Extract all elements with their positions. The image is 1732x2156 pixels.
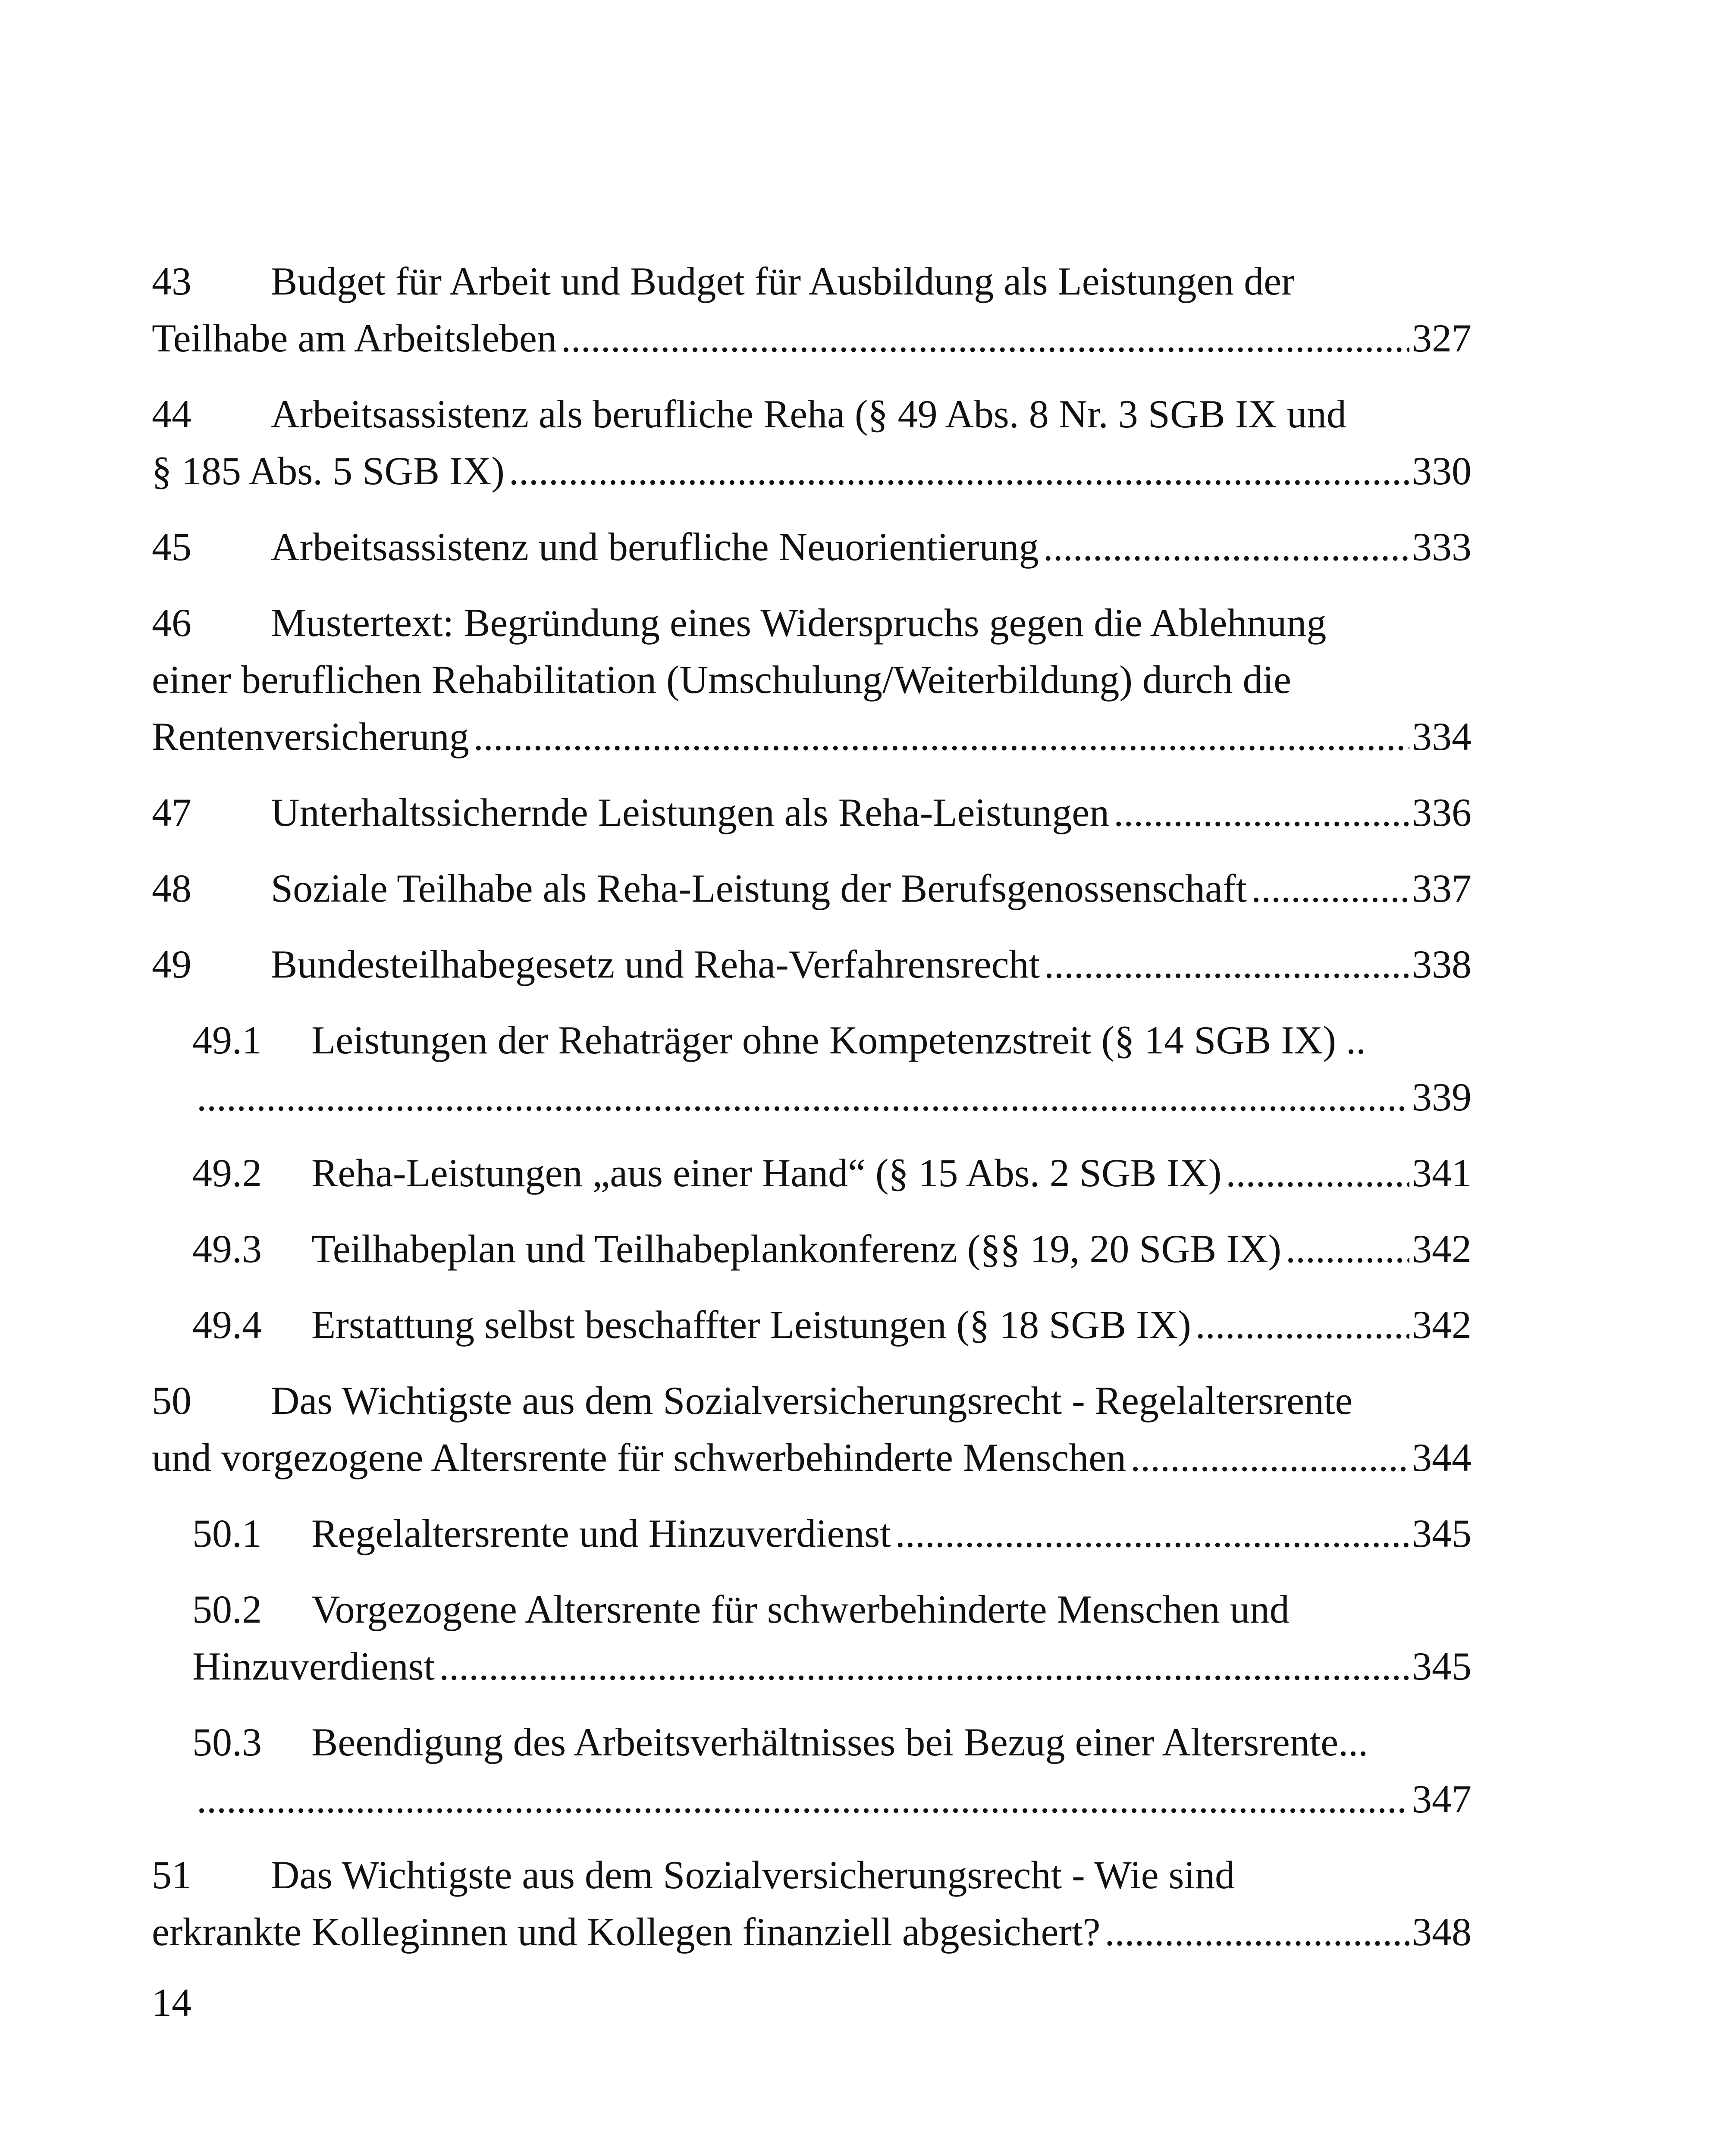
toc-entry-line xyxy=(192,1069,1472,1125)
toc-page-number: 342 xyxy=(1412,1303,1472,1347)
toc-entry-title: Teilhabe am Arbeitsleben xyxy=(152,316,557,360)
toc-entry-number: 51 xyxy=(152,1853,191,1897)
toc-page-number: 336 xyxy=(1412,790,1472,834)
toc-entry-line xyxy=(152,442,1472,499)
dot-leader xyxy=(474,708,1409,765)
toc-entry-number: 49.2 xyxy=(192,1151,262,1195)
toc-entry-title: Regelaltersrente und Hinzuverdienst xyxy=(311,1511,891,1555)
toc-entry-title: Teilhabeplan und Teilhabeplankonferenz (§§ 19, 20 SGB IX) xyxy=(311,1227,1282,1271)
toc-page-number: 345 xyxy=(1412,1644,1472,1688)
toc-entry-line xyxy=(192,1638,1472,1695)
dot-leader xyxy=(1114,784,1409,841)
toc-entry-line xyxy=(152,1429,1472,1486)
toc-entry-title: Leistungen der Rehaträger ohne Kompetenzstreit (§ 14 SGB IX) .. xyxy=(311,1018,1366,1062)
toc-entry-title: Arbeitsassistenz als berufliche Reha (§ 49 Abs. 8 Nr. 3 SGB IX und xyxy=(271,392,1346,436)
toc-entry-number: 49 xyxy=(152,942,191,986)
toc-entry-line xyxy=(192,1296,1472,1353)
toc-page-number: 333 xyxy=(1412,525,1472,569)
dot-leader xyxy=(1226,1144,1409,1201)
toc-entry-number: 43 xyxy=(152,259,191,303)
dot-leader xyxy=(1195,1296,1409,1353)
toc-entry[interactable] xyxy=(192,1220,1472,1277)
toc-entry-number: 49.1 xyxy=(192,1018,262,1062)
dot-leader xyxy=(895,1505,1409,1562)
toc-page-number: 327 xyxy=(1412,316,1472,360)
toc-entry-line xyxy=(192,1220,1472,1277)
toc-entry-title: Beendigung des Arbeitsverhältnisses bei Bezug einer Altersrente... xyxy=(311,1720,1368,1764)
toc-entry-number: 50.1 xyxy=(192,1511,262,1555)
toc-entry-line xyxy=(192,1144,1472,1201)
toc-entry-title: erkrankte Kolleginnen und Kollegen finanziell abgesichert? xyxy=(152,1910,1101,1954)
toc-entry[interactable] xyxy=(192,1714,1472,1827)
toc-entry-line xyxy=(152,784,1472,841)
dot-leader xyxy=(1130,1429,1409,1486)
toc-entry[interactable] xyxy=(152,860,1472,917)
toc-page-number: 330 xyxy=(1412,449,1472,493)
toc-entry-title: Das Wichtigste aus dem Sozialversicherungsrecht - Regelaltersrente xyxy=(271,1379,1353,1423)
dot-leader xyxy=(561,310,1409,367)
toc-page-number: 337 xyxy=(1412,866,1472,910)
toc-entry-line xyxy=(152,594,1472,651)
toc-entry[interactable] xyxy=(152,253,1472,367)
table-of-contents xyxy=(152,253,1472,1979)
toc-entry-number: 50 xyxy=(152,1379,191,1423)
toc-entry-line xyxy=(192,1012,1472,1069)
toc-entry[interactable] xyxy=(192,1505,1472,1562)
toc-entry-line xyxy=(152,253,1472,310)
dot-leader xyxy=(1043,518,1409,575)
page-number: 14 xyxy=(152,1981,191,2024)
toc-entry-line xyxy=(192,1714,1472,1771)
toc-entry-title: Bundesteilhabegesetz und Reha-Verfahrensrecht xyxy=(271,942,1040,986)
dot-leader xyxy=(1251,860,1409,917)
toc-entry[interactable] xyxy=(152,594,1472,765)
toc-page-number: 338 xyxy=(1412,942,1472,986)
toc-page-number: 339 xyxy=(1412,1075,1472,1119)
toc-entry-number: 46 xyxy=(152,601,191,645)
toc-entry-line xyxy=(152,1903,1472,1960)
toc-entry-line xyxy=(152,518,1472,575)
toc-entry-number: 44 xyxy=(152,392,191,436)
toc-entry[interactable] xyxy=(192,1296,1472,1353)
toc-entry-line xyxy=(192,1581,1472,1638)
toc-page-number: 341 xyxy=(1412,1151,1472,1195)
toc-entry-title: Erstattung selbst beschaffter Leistungen (§ 18 SGB IX) xyxy=(311,1303,1191,1347)
toc-entry-line xyxy=(192,1505,1472,1562)
toc-entry-title: einer beruflichen Rehabilitation (Umschulung/Weiterbildung) durch die xyxy=(152,658,1291,702)
toc-entry-title: Hinzuverdienst xyxy=(192,1644,435,1688)
toc-page-number: 334 xyxy=(1412,714,1472,758)
toc-entry-title: Reha-Leistungen „aus einer Hand“ (§ 15 Abs. 2 SGB IX) xyxy=(311,1151,1222,1195)
toc-entry-line xyxy=(152,936,1472,993)
toc-entry-line xyxy=(152,1372,1472,1429)
toc-entry[interactable] xyxy=(152,784,1472,841)
toc-entry-line xyxy=(152,651,1472,708)
toc-page-number: 345 xyxy=(1412,1511,1472,1555)
toc-entry-line xyxy=(152,310,1472,367)
toc-entry-number: 50.3 xyxy=(192,1720,262,1764)
toc-entry[interactable] xyxy=(192,1581,1472,1695)
toc-entry[interactable] xyxy=(192,1012,1472,1125)
dot-leader xyxy=(1286,1220,1409,1277)
dot-leader xyxy=(197,1771,1409,1827)
toc-entry[interactable] xyxy=(152,518,1472,575)
dot-leader xyxy=(197,1069,1409,1125)
toc-entry-number: 45 xyxy=(152,525,191,569)
toc-entry-number: 48 xyxy=(152,866,191,910)
toc-entry-number: 49.3 xyxy=(192,1227,262,1271)
toc-entry-title: § 185 Abs. 5 SGB IX) xyxy=(152,449,505,493)
toc-entry-line xyxy=(152,1846,1472,1903)
toc-entry-title: Unterhaltssichernde Leistungen als Reha-Leistungen xyxy=(271,790,1110,834)
toc-entry[interactable] xyxy=(152,1372,1472,1486)
dot-leader xyxy=(439,1638,1409,1695)
toc-entry-title: Soziale Teilhabe als Reha-Leistung der Berufsgenossenschaft xyxy=(271,866,1247,910)
toc-entry-line xyxy=(152,860,1472,917)
toc-entry[interactable] xyxy=(192,1144,1472,1201)
toc-entry-line xyxy=(152,708,1472,765)
toc-page-number: 348 xyxy=(1412,1910,1472,1954)
toc-entry[interactable] xyxy=(152,936,1472,993)
toc-entry-title: Arbeitsassistenz und berufliche Neuorientierung xyxy=(271,525,1039,569)
toc-entry-title: und vorgezogene Altersrente für schwerbehinderte Menschen xyxy=(152,1435,1126,1479)
dot-leader xyxy=(1044,936,1409,993)
toc-page-number: 344 xyxy=(1412,1435,1472,1479)
dot-leader xyxy=(1104,1903,1409,1960)
toc-page-number: 347 xyxy=(1412,1777,1472,1821)
toc-entry-title: Rentenversicherung xyxy=(152,714,469,758)
toc-entry-title: Mustertext: Begründung eines Widerspruchs gegen die Ablehnung xyxy=(271,601,1327,645)
toc-entry-line xyxy=(152,385,1472,442)
toc-entry-title: Das Wichtigste aus dem Sozialversicherungsrecht - Wie sind xyxy=(271,1853,1235,1897)
toc-entry[interactable] xyxy=(152,1846,1472,1960)
toc-entry-number: 50.2 xyxy=(192,1587,262,1631)
dot-leader xyxy=(509,442,1409,499)
toc-entry-title: Budget für Arbeit und Budget für Ausbildung als Leistungen der xyxy=(271,259,1295,303)
toc-entry-number: 47 xyxy=(152,790,191,834)
toc-page-number: 342 xyxy=(1412,1227,1472,1271)
toc-entry-title: Vorgezogene Altersrente für schwerbehinderte Menschen und xyxy=(311,1587,1290,1631)
toc-entry-number: 49.4 xyxy=(192,1303,262,1347)
toc-entry-line xyxy=(192,1771,1472,1827)
toc-entry[interactable] xyxy=(152,385,1472,499)
